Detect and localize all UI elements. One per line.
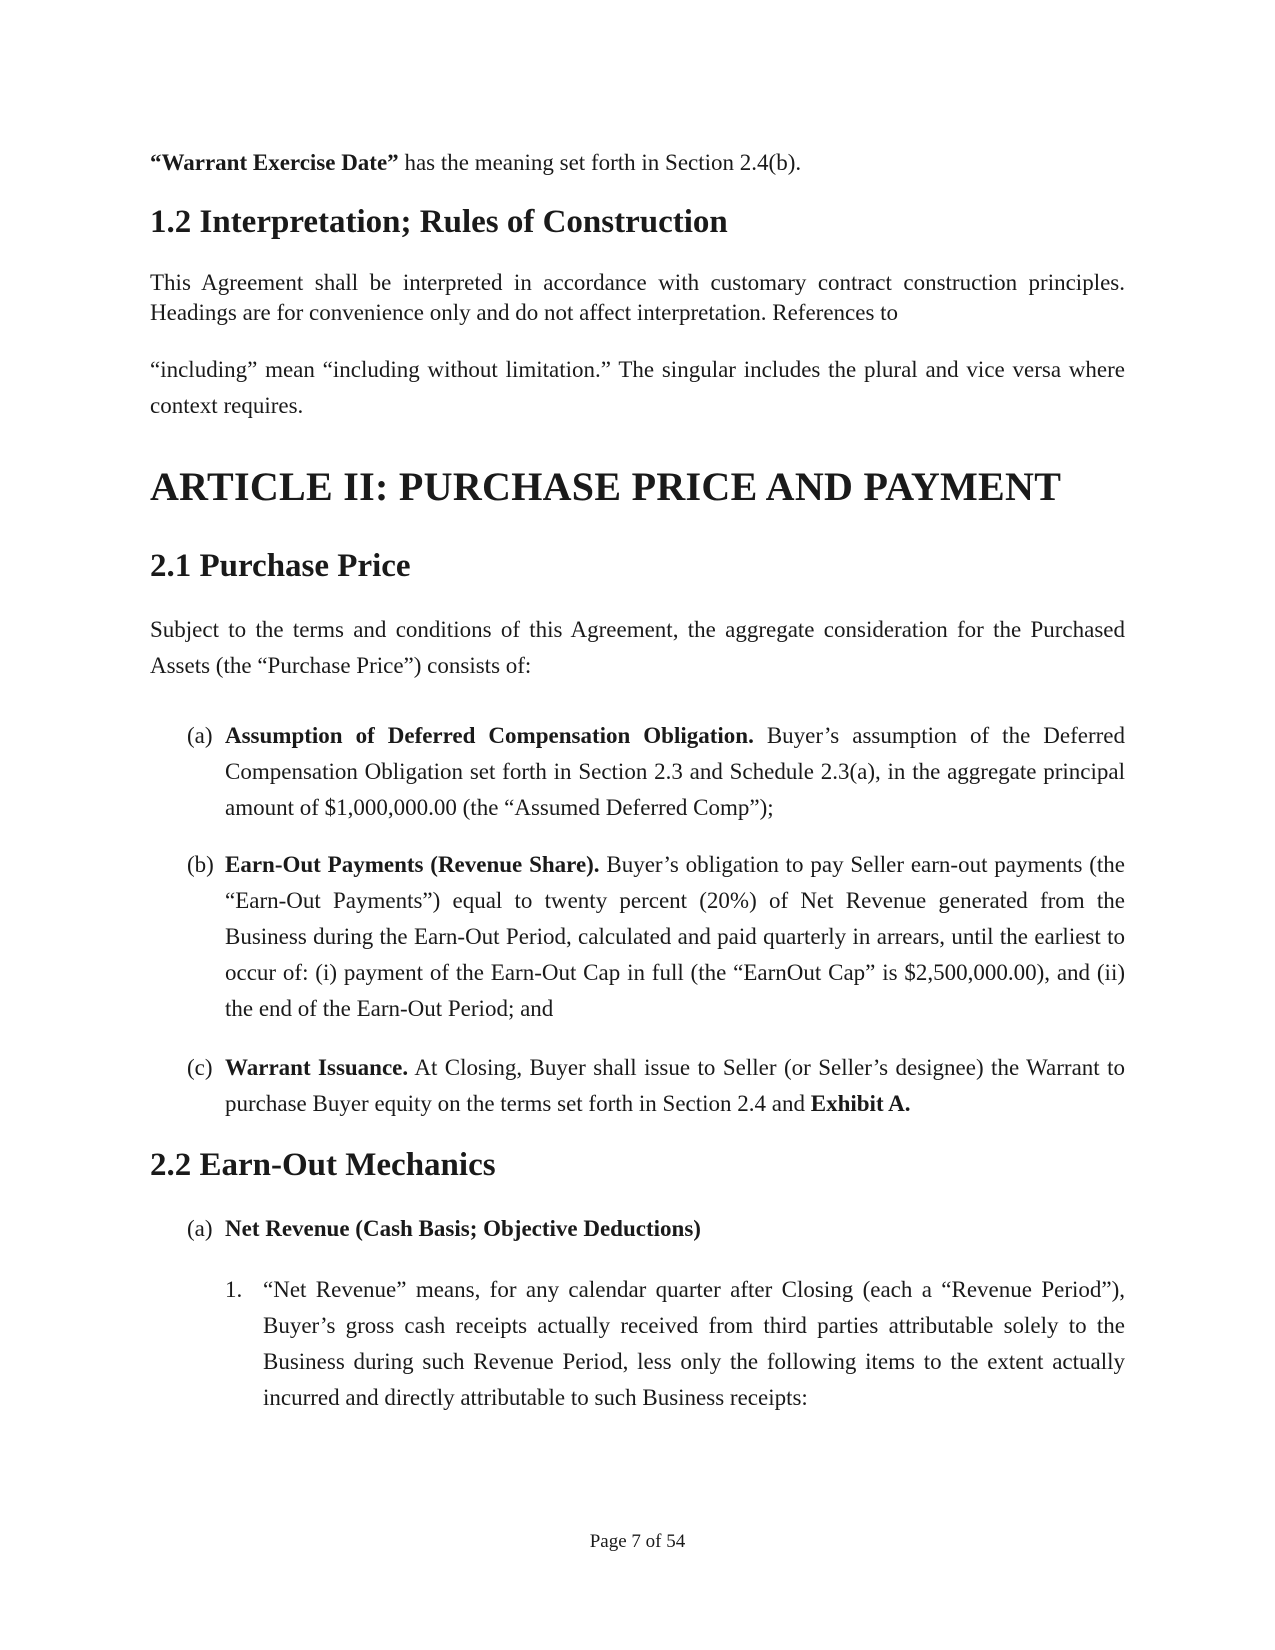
item-text: At Closing, Buyer shall issue to Seller (or Seller’s designee) the Warrant to purchase Buyer equity on the terms set forth in Section 2.4 and (225, 1055, 1126, 1116)
page-number-footer: Page 7 of 54 (589, 1531, 686, 1552)
list-marker: (a) (187, 1216, 213, 1241)
section-1-2-paragraph-1: This Agreement shall be interpreted in accordance with customary contract construction principles. Headings are for convenience only and do not affect interpretation. References to (150, 270, 1125, 325)
section-heading-1-2: 1.2 Interpretation; Rules of Construction (150, 204, 728, 240)
list-marker: (a) (187, 723, 213, 748)
subitem-text: “Net Revenue” means, for any calendar quarter after Closing (each a “Revenue Period”), Buyer’s gross cash receipts actually received from third parties attributable solely to the Business during such Revenue Period, less only the following items to the extent actually incurred and directly attributable to such Business receipts: (263, 1277, 1125, 1410)
item-title: Warrant Issuance. (225, 1055, 409, 1080)
item-content (225, 1050, 1125, 1122)
list-marker: (c) (187, 1055, 213, 1080)
section-heading-2-2: 2.2 Earn-Out Mechanics (150, 1147, 496, 1183)
item-text: Buyer’s obligation to pay Seller earn-out payments (the “Earn-Out Payments”) equal to twenty percent (20%) of Net Revenue generated from the Business during the Earn-Out Period, calculated and paid quarterly in arrears, until the earliest to occur of: (i) payment of the Earn-Out Cap in full (the “EarnOut Cap” is $2,500,000.00), and (ii) the end of the Earn-Out Period; and (225, 852, 1125, 1021)
item-content (225, 718, 1125, 826)
item-content (225, 847, 1125, 1027)
article-heading: ARTICLE II: PURCHASE PRICE AND PAYMENT (150, 464, 1062, 509)
list-marker: (b) (187, 852, 214, 877)
definition-text: has the meaning set forth in Section 2.4(b). (398, 150, 802, 175)
item-content (225, 1211, 1125, 1247)
net-revenue-subitem-1 (225, 1272, 1125, 1416)
item-title: Assumption of Deferred Compensation Obligation. (225, 723, 754, 748)
item-title: Net Revenue (Cash Basis; Objective Deductions) (225, 1216, 701, 1241)
exhibit-reference: Exhibit A. (810, 1091, 911, 1116)
item-title: Earn-Out Payments (Revenue Share). (225, 852, 600, 877)
item-text: Buyer’s assumption of the Deferred Compensation Obligation set forth in Section 2.3 and Schedule 2.3(a), in the aggregate principal amount of $1,000,000.00 (the “Assumed Deferred Comp”); (225, 723, 1125, 820)
purchase-price-item-b (187, 847, 1125, 1027)
defined-term: “Warrant Exercise Date” (150, 150, 399, 175)
list-marker: 1. (225, 1277, 243, 1302)
section-2-1-intro: Subject to the terms and conditions of this Agreement, the aggregate consideration for the Purchased Assets (the “Purchase Price”) consists of: (150, 617, 1125, 678)
earn-out-item-a (187, 1211, 1125, 1247)
section-heading-2-1: 2.1 Purchase Price (150, 548, 411, 584)
purchase-price-item-a (187, 718, 1125, 826)
definition-warrant-exercise-date (150, 145, 1125, 181)
purchase-price-item-c (187, 1050, 1125, 1122)
section-1-2-paragraph-2: “including” mean “including without limitation.” The singular includes the plural and vice versa where context requires. (150, 357, 1125, 418)
